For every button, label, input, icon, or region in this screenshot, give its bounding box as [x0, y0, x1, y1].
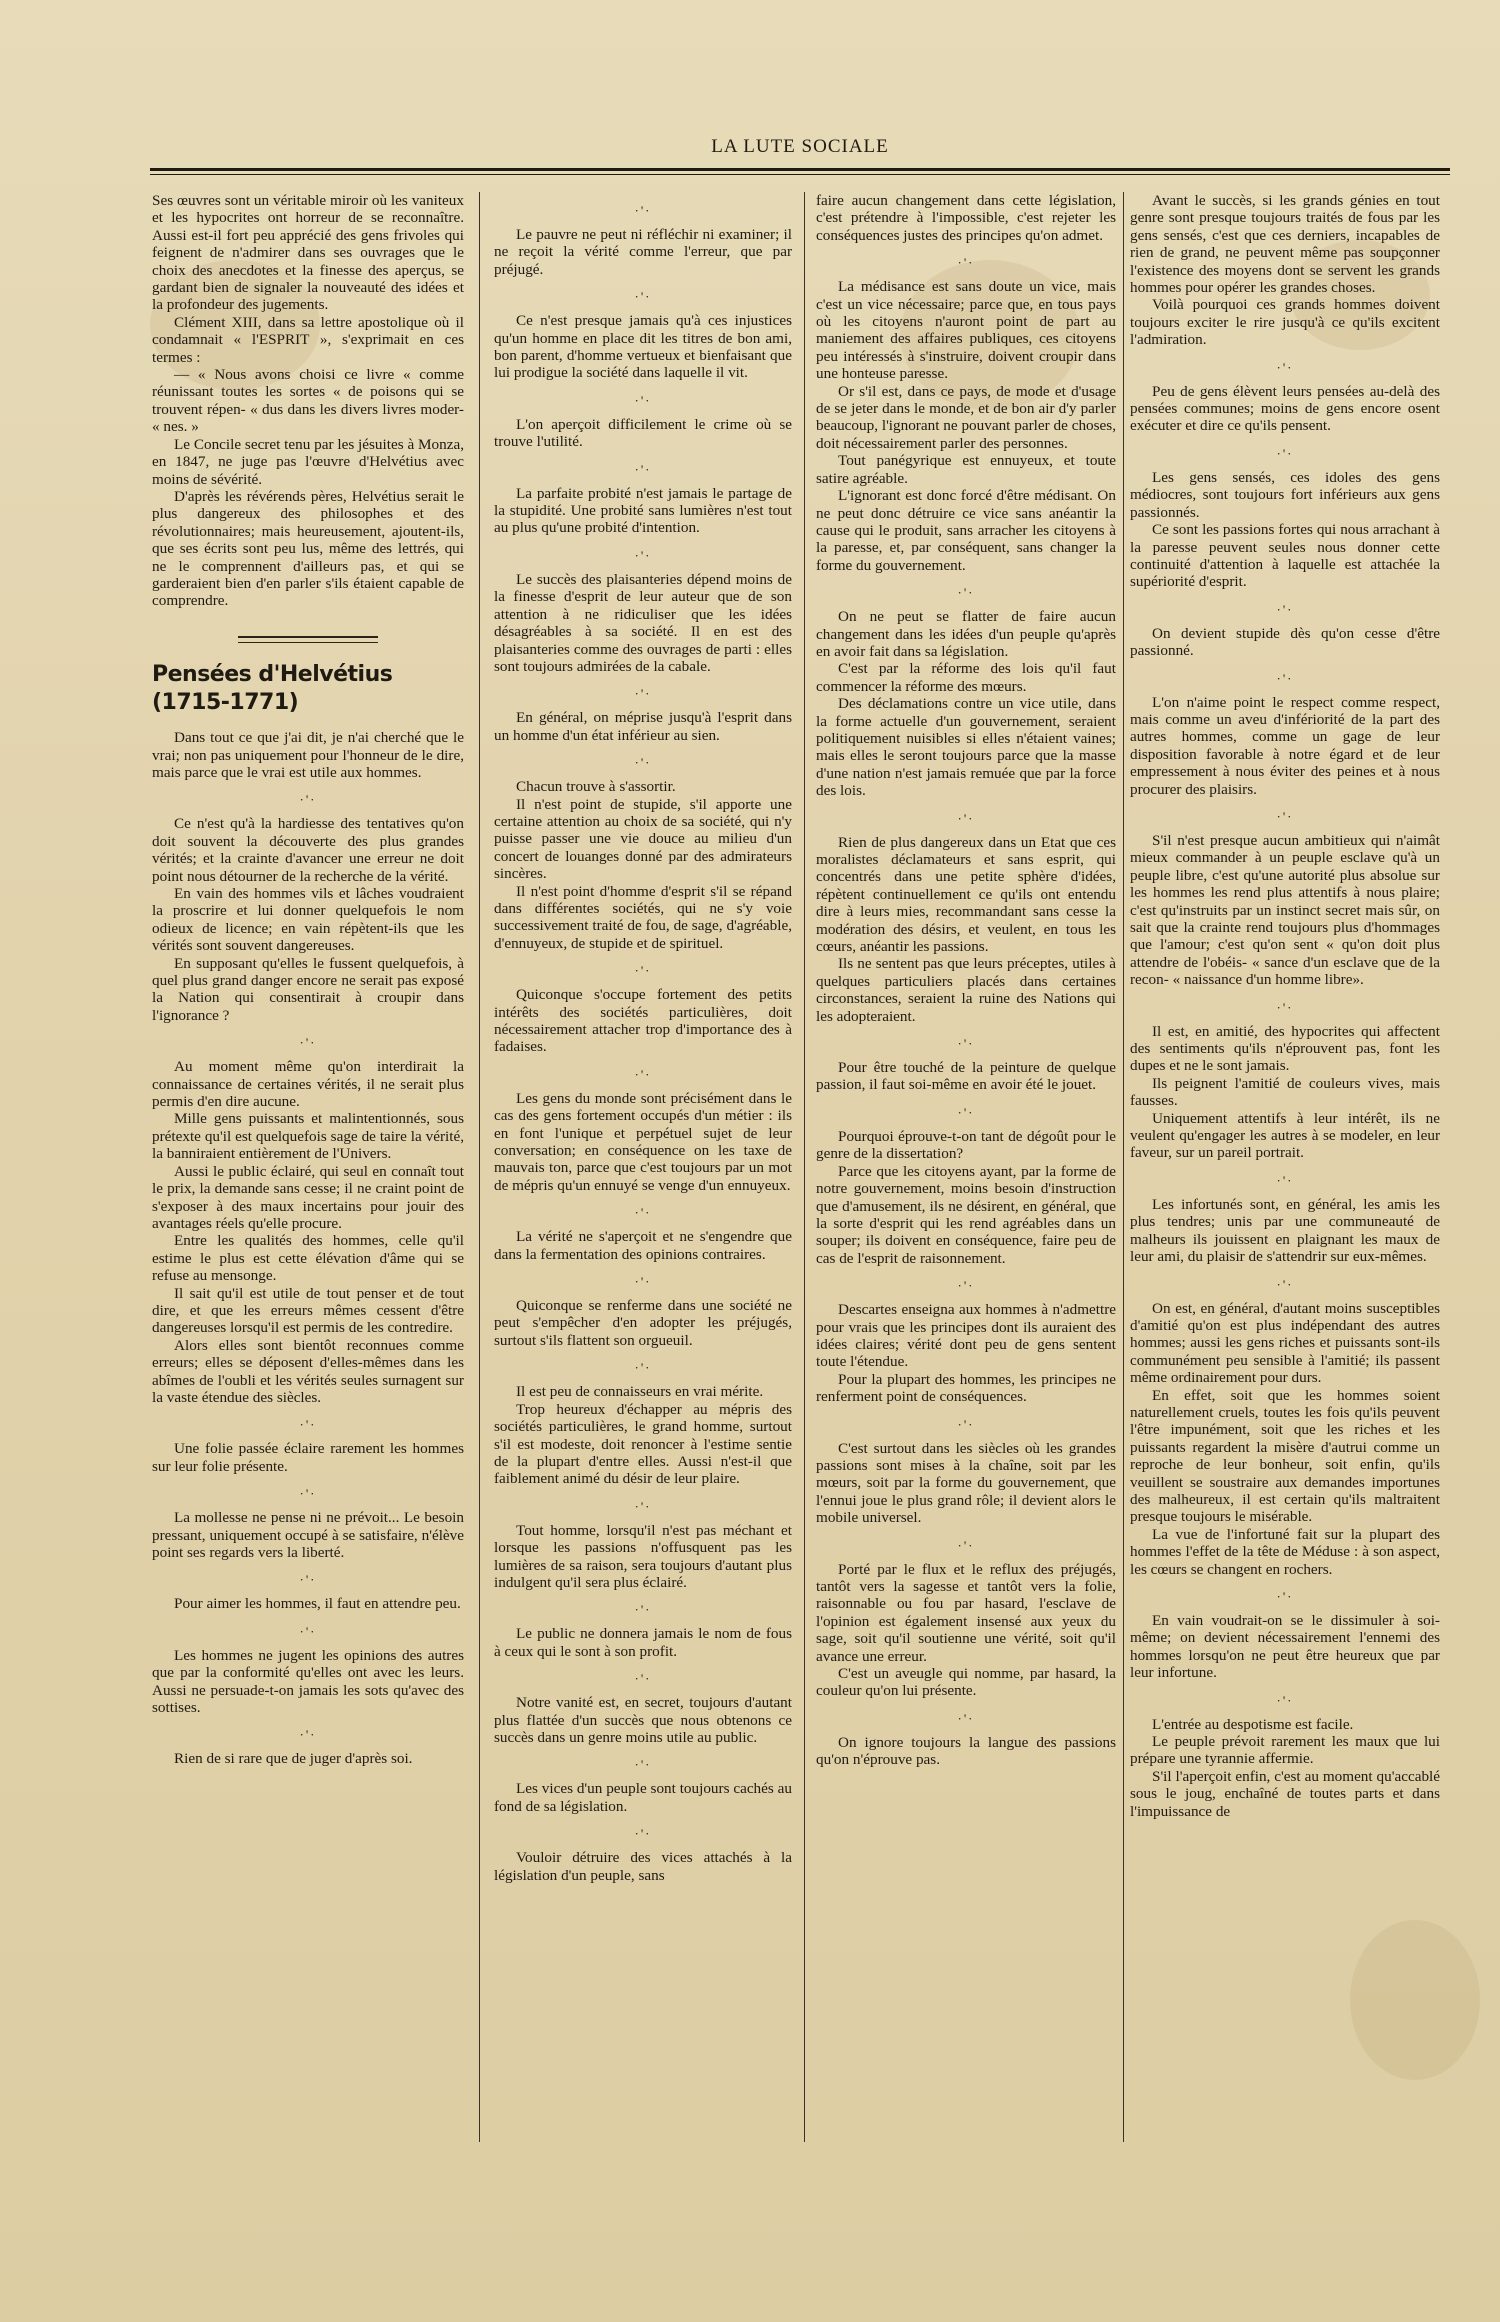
- paragraph: S'il l'aperçoit enfin, c'est au moment qu'accablé sous le joug, enchaîné de toutes parts et dans l'impuissance de: [1130, 1767, 1440, 1820]
- paragraph: On devient stupide dès qu'on cesse d'être passionné.: [1130, 624, 1440, 660]
- asterism-separator: ·'·: [1276, 1172, 1294, 1188]
- paragraph: Le peuple prévoit rarement les maux que lui prépare une tyrannie affermie.: [1130, 1733, 1440, 1768]
- asterism-separator: ·'·: [299, 792, 317, 808]
- paragraph: L'on n'aime point le respect comme respect, mais comme un aveu d'infériorité de la part des autres hommes, comme un gage de leur disposition favorable à notre égard et de leur empressement à nous éviter des peines et à nous procurer des plaisirs.: [1130, 693, 1440, 798]
- asterism-separator: ·'·: [957, 1104, 975, 1120]
- paragraph: Aussi le public éclairé, qui seul en connaît tout le prix, la demande sans cesse; il ne craint point de s'exposer à des maux incertains pour jouir des avantages réels qu'elle procure.: [152, 1162, 464, 1232]
- ornament-divider: [152, 630, 464, 647]
- asterism-separator: ·'·: [299, 1727, 317, 1743]
- asterism-separator: ·'·: [634, 1602, 652, 1618]
- paragraph: Rien de si rare que de juger d'après soi.: [174, 1750, 413, 1768]
- asterism-separator: ·'·: [957, 1537, 975, 1553]
- paragraph: En effet, soit que les hommes soient naturellement cruels, toutes les fois qu'ils peuvent l'être impunément, soit que les riches et les puissants regardent la misère d'autrui comme un reproche de leur bonheur, soit enfin, qu'ils veuillent se soustraire aux demandes importunes des malheureux, il est certain qu'ils maltraitent presque toujours le misérable.: [1130, 1386, 1440, 1526]
- paragraph: Clément XIII, dans sa lettre apostolique où il condamnait « l'ESPRIT », s'exprimait en ces termes :: [152, 313, 464, 366]
- paragraph: Les infortunés sont, en général, les amis les plus tendres; unis par une communeauté de malheurs ils jouissent en plaignant les maux de leur ami, du plaisir de s'attendrir sur eux-mêmes.: [1130, 1195, 1440, 1266]
- asterism-separator: ·'·: [1276, 1692, 1294, 1708]
- paragraph: C'est un aveugle qui nomme, par hasard, la couleur qu'on lui présente.: [816, 1665, 1116, 1700]
- paragraph: Tout homme, lorsqu'il n'est pas méchant et lorsque les passions n'offusquent pas les lumières de sa raison, sera toujours d'autant plus indulgent qu'il sera plus éclairé.: [494, 1521, 792, 1591]
- column-2: [494, 192, 792, 2282]
- header-rule: [150, 168, 1450, 171]
- asterism-separator: ·'·: [634, 392, 652, 408]
- asterism-separator: ·'·: [634, 1671, 652, 1687]
- paragraph: Les vices d'un peuple sont toujours cachés au fond de sa législation.: [494, 1780, 792, 1815]
- paragraph: En vain voudrait-on se le dissimuler à soi-même; on devient nécessairement l'ennemi des hommes lorsqu'on ne peut être heureux que par leur infortune.: [1130, 1612, 1440, 1682]
- paragraph: Le Concile secret tenu par les jésuites à Monza, en 1847, ne juge pas l'œuvre d'Helvétius avec moins de sévérité.: [152, 435, 464, 488]
- paragraph: Descartes enseigna aux hommes à n'admettre pour vrais que les principes dont ils auraient des idées claires; vérité dont peu de gens sentent toute l'étendue.: [816, 1301, 1116, 1371]
- header-rule-thin: [150, 174, 1450, 175]
- ornament-line: [238, 636, 378, 643]
- paragraph: Le public ne donnera jamais le nom de fous à ceux qui le sont à son profit.: [494, 1625, 792, 1660]
- paragraph: Tout panégyrique est ennuyeux, et toute satire agréable.: [816, 452, 1116, 487]
- asterism-separator: ·'·: [634, 289, 652, 305]
- paragraph: D'après les révérends pères, Helvétius serait le plus dangereux des philosophes et des révolutionnaires; mais heureusement, ajoutent-ils, que ses écrits sont peu lus, même des lettrés, qui ne le comprennent d'ailleurs pas, et qui se garderaient bien d'en parler s'ils étaient capable de comprendre.: [152, 487, 464, 610]
- paragraph: En vain des hommes vils et lâches voudraient la proscrire et lui donner quelquefois le nom odieux de licence; en vain répètent-ils que les vérités sont souvent dangereuses.: [152, 885, 464, 955]
- paragraph: Or s'il est, dans ce pays, de mode et d'usage de se jeter dans le monde, et de bon air d'y parler beaucoup, l'ignorant ne pouvant parler de choses, doit nécessairement parler des personnes.: [816, 382, 1116, 452]
- asterism-separator: ·'·: [957, 810, 975, 826]
- asterism-separator: ·'·: [957, 1036, 975, 1052]
- paragraph: Les hommes ne jugent les opinions des autres que par la conformité qu'elles ont avec les leurs. Aussi ne persuade-t-on jamais les sots qu'avec des sottises.: [152, 1646, 464, 1717]
- asterism-separator: ·'·: [299, 1035, 317, 1051]
- paragraph: La mollesse ne pense ni ne prévoit... Le besoin pressant, uniquement occupé à se satisfaire, n'élève point ses regards vers la liberté.: [152, 1509, 464, 1561]
- asterism-separator: ·'·: [957, 1278, 975, 1294]
- paragraph: Il n'est point d'homme d'esprit s'il se répand dans différentes sociétés, qui ne s'y voie successivement traité de fou, de sage, d'agréable, d'ennuyeux, de stupide et de spirituel.: [494, 882, 792, 952]
- asterism-separator: ·'·: [634, 1274, 652, 1290]
- asterism-separator: ·'·: [299, 1572, 317, 1588]
- paragraph: La vérité ne s'aperçoit et ne s'engendre que dans la fermentation des opinions contraires.: [494, 1228, 792, 1263]
- paragraph: Pour être touché de la peinture de quelque passion, il faut soi-même en avoir été le jouet.: [816, 1059, 1116, 1094]
- asterism-separator: ·'·: [634, 1066, 652, 1082]
- paragraph: Mille gens puissants et malintentionnés, sous prétexte qu'il est quelquefois sage de taire la vérité, la banniraient entièrement de l'Univers.: [152, 1110, 464, 1163]
- paragraph: Vouloir détruire des vices attachés à la législation d'un peuple, sans: [494, 1849, 792, 1884]
- paragraph: Ses œuvres sont un véritable miroir où les vaniteux et les hypocrites ont horreur de se reconnaître. Aussi est-il fort peu apprécié des gens frivoles qui feignent de n'admirer dans ses ouvrages que le choix des anecdotes et la finesse des aperçus, se gardant bien de signaler la nouveauté des idées et la profondeur des jugements.: [152, 192, 464, 314]
- paragraph: La vue de l'infortuné fait sur la plupart des hommes l'effet de la tête de Méduse : à son aspect, les cœurs se changent en rochers.: [1130, 1525, 1440, 1578]
- paragraph: Ce sont les passions fortes qui nous arrachant à la paresse peuvent seules nous donner cette continuité d'attention à laquelle est attachée la supériorité d'esprit.: [1130, 521, 1440, 591]
- column-divider: [479, 192, 480, 2142]
- paragraph: Avant le succès, si les grands génies en tout genre sont presque toujours traités de fous par les gens sensés, c'est que ces derniers, incapables de rien de grand, ne peuvent même pas soupçonner l'existence des moyens dont se servent les grands hommes pour opérer les grandes choses.: [1130, 192, 1440, 297]
- paragraph: Porté par le flux et le reflux des préjugés, tantôt vers la sagesse et tantôt vers la folie, raisonnable ou fou par hasard, l'esclave de l'opinion est également insensé aux yeux du sage, soit qu'il soutienne une vérité, soit qu'il avance une erreur.: [816, 1560, 1116, 1665]
- paragraph: Quiconque s'occupe fortement des petits intérêts des sociétés particulières, doit nécessairement attacher trop d'importance des à fadaises.: [494, 986, 792, 1056]
- asterism-separator: ·'·: [634, 686, 652, 702]
- paragraph: Alors elles sont bientôt reconnues comme erreurs; elles se déposent d'elles-mêmes dans les abîmes de l'oubli et les vérités seules surnagent sur la vaste étendue des siècles.: [152, 1336, 464, 1406]
- paragraph: Uniquement attentifs à leur intérêt, ils ne veulent qu'engager les autres à se modeler, en leur faveur, sur un pareil portrait.: [1130, 1109, 1440, 1162]
- paragraph: La médisance est sans doute un vice, mais c'est un vice nécessaire; parce que, en tous pays où les citoyens n'auront point de part au maniement des affaires publiques, ces citoyens peu intéressés à s'instruire, doivent croupir dans une honteuse paresse.: [816, 278, 1116, 383]
- paragraph: On est, en général, d'autant moins susceptibles d'amitié qu'on est plus indépendant des autres hommes; aussi les gens riches et puissants sont-ils communément peu sensible à l'amitié; ils passent même ordinairement pour durs.: [1130, 1299, 1440, 1387]
- paragraph: Ils peignent l'amitié de couleurs vives, mais fausses.: [1130, 1074, 1440, 1110]
- asterism-separator: ·'·: [634, 1826, 652, 1842]
- paragraph: Notre vanité est, en secret, toujours d'autant plus flattée d'un succès que nous obtenons ce succès dans un genre moins utile au public.: [494, 1694, 792, 1746]
- asterism-separator: ·'·: [634, 1205, 652, 1221]
- asterism-separator: ·'·: [634, 755, 652, 771]
- paragraph: Rien de plus dangereux dans un Etat que ces moralistes déclamateurs et sans esprit, qui concentrés dans une petite sphère d'idées, répètent continuellement ce qu'ils ont entendu dire à leurs mies, recommandant sans cesse la modération des désirs, et veulent, en tous les cœurs, anéantir les passions.: [816, 833, 1116, 956]
- asterism-separator: ·'·: [634, 1360, 652, 1376]
- asterism-separator: ·'·: [1276, 670, 1294, 686]
- paragraph: Il est, en amitié, des hypocrites qui affectent des sentiments qu'ils n'éprouvent pas, font les dupes et ne le sont jamais.: [1130, 1022, 1440, 1075]
- paragraph: En supposant qu'elles le fussent quelquefois, à quel plus grand danger encore ne serait pas exposé la Nation qui consentirait à croupir dans l'ignorance ?: [152, 954, 464, 1024]
- paragraph: C'est surtout dans les siècles où les grandes passions sont mises à la chaîne, soit par les mœurs, soit par la forme du gouvernement, que l'ennui joue le plus grand rôle; il devient alors le mobile universel.: [816, 1439, 1116, 1527]
- asterism-separator: ·'·: [634, 1498, 652, 1514]
- paragraph: Trop heureux d'échapper au mépris des sociétés particulières, le grand homme, surtout s'il est modeste, doit renoncer à l'estime sentie de la plupart d'entre elles. Aussi n'est-il que faiblement animé du désir de leur plaire.: [494, 1400, 792, 1488]
- paragraph: Il n'est point de stupide, s'il apporte une certaine attention au choix de sa société, qui n'y puisse passer une vie douce au milieu d'un concert de louanges donné par des admirateurs sincères.: [494, 795, 792, 883]
- column-divider: [804, 192, 805, 2142]
- paragraph: S'il n'est presque aucun ambitieux qui n'aimât mieux commander à un peuple esclave qu'à un peuple libre, c'est qu'une autorité plus absolue sur les hommes les rend plus attentifs à nous plaire; c'est qu'instruits par un instinct secret mais sûr, on sait que la crainte rend toujours plus d'hommages que l'amour; c'est qu'on sent « qu'on doit plus attendre de l'obéis- « sance d'un esclave que de la recon- « naissance d'un homme libre».: [1130, 831, 1440, 989]
- asterism-separator: ·'·: [634, 203, 652, 218]
- paragraph: On ne peut se flatter de faire aucun changement dans les idées d'un peuple qu'après en avoir fait dans sa législation.: [816, 608, 1116, 660]
- asterism-separator: ·'·: [1276, 1589, 1294, 1604]
- paragraph: Ils ne sentent pas que leurs préceptes, utiles à quelques particuliers placés dans certaines circonstances, seraient la ruine des Nations qui les adopteraient.: [816, 955, 1116, 1025]
- paragraph: Pour aimer les hommes, il faut en attendre peu.: [174, 1595, 461, 1613]
- asterism-separator: ·'·: [634, 547, 652, 563]
- paragraph: Les gens du monde sont précisément dans le cas des gens fortement occupés d'un métier : ils en font l'unique et perpétuel sujet de leur conversation; en conséquence on les taxe de mauvais ton, parce que c'est toujours par un mot de mépris qu'un ennuyé se venge d'un ennuyeux.: [494, 1089, 792, 1194]
- paragraph: Dans tout ce que j'ai dit, je n'ai cherché que le vrai; non pas uniquement pour l'honneur de le dire, mais parce que le vrai est utile aux hommes.: [152, 729, 464, 781]
- paragraph: On ignore toujours la langue des passions qu'on n'éprouve pas.: [816, 1733, 1116, 1769]
- asterism-separator: ·'·: [299, 1417, 317, 1433]
- asterism-separator: ·'·: [957, 1710, 975, 1726]
- paragraph: — « Nous avons choisi ce livre « comme réunissant toutes les sortes « de poisons qui se trouvent répen- « dus dans les divers livres moder- « nes. »: [152, 366, 464, 436]
- column-4: [1130, 192, 1440, 2282]
- paragraph: La parfaite probité n'est jamais le partage de la stupidité. Une probité sans lumières n'est tout au plus qu'une probité d'intention.: [494, 484, 792, 537]
- asterism-separator: ·'·: [957, 255, 975, 271]
- paragraph: Quiconque se renferme dans une société ne peut s'empêcher d'en adopter les préjugés, surtout s'ils flattent son orgueuil.: [494, 1297, 792, 1349]
- asterism-separator: ·'·: [1276, 445, 1294, 461]
- paragraph: Pour la plupart des hommes, les principes ne renferment point de conséquences.: [816, 1370, 1116, 1406]
- asterism-separator: ·'·: [634, 963, 652, 979]
- paragraph: L'entrée au despotisme est facile.: [1152, 1715, 1354, 1733]
- paragraph: Il sait qu'il est utile de tout penser et de tout dire, et que les erreurs mêmes cessent d'être dangereuses lorsqu'il est permis de les contredire.: [152, 1284, 464, 1337]
- paragraph: Ce n'est presque jamais qu'à ces injustices qu'un homme en place dit les titres de bon ami, bon parent, d'homme vertueux et bienfaisant que lui prodigue la société dans laquelle il vit.: [494, 312, 792, 382]
- paragraph: Parce que les citoyens ayant, par la forme de notre gouvernement, moins besoin d'instruction que d'amusement, ils ne désirent, en général, que la sorte d'esprit qui les rend agréables dans un souper; ils doivent en conséquence, faire peu de cas de l'esprit de raisonnement.: [816, 1162, 1116, 1267]
- paragraph: faire aucun changement dans cette législation, c'est prétendre à l'impossible, c'est rejeter les conséquences justes des principes qu'on admet.: [816, 192, 1116, 244]
- asterism-separator: ·'·: [957, 585, 975, 601]
- asterism-separator: ·'·: [1276, 808, 1294, 824]
- masthead-title: LA LUTE SOCIALE: [711, 136, 889, 157]
- paragraph: C'est par la réforme des lois qu'il faut commencer la réforme des mœurs.: [816, 660, 1116, 695]
- paragraph: Peu de gens élèvent leurs pensées au-delà des pensées communes; moins de gens encore osent exécuter et dire ce qu'ils pensent.: [1130, 382, 1440, 435]
- asterism-separator: ·'·: [1276, 601, 1294, 617]
- asterism-separator: ·'·: [957, 1416, 975, 1432]
- column-3: [816, 192, 1116, 2282]
- paragraph: Voilà pourquoi ces grands hommes doivent toujours exciter le rire jusqu'à ce qu'ils excitent l'admiration.: [1130, 296, 1440, 349]
- paragraph: Au moment même qu'on interdirait la connaissance de certaines vérités, il ne serait plus permis d'en dire aucune.: [152, 1058, 464, 1111]
- paragraph: Il est peu de connaisseurs en vrai mérite.: [516, 1383, 764, 1401]
- paragraph: Le succès des plaisanteries dépend moins de la finesse d'esprit de leur auteur que de son attention à ne ridiculiser que les idées désagréables à sa société. Il en est des plaisanteries comme des ouvrages de parti : elles sont toujours admirées de la cabale.: [494, 570, 792, 675]
- paragraph: Les gens sensés, ces idoles des gens médiocres, sont toujours fort inférieurs aux gens passionnés.: [1130, 468, 1440, 521]
- paragraph: Une folie passée éclaire rarement les hommes sur leur folie présente.: [152, 1440, 464, 1475]
- paragraph: Entre les qualités des hommes, celle qu'il estime le plus est cette élévation d'âme qui se refuse au mensonge.: [152, 1232, 464, 1285]
- column-1: [152, 192, 464, 2282]
- asterism-separator: ·'·: [1276, 999, 1294, 1015]
- asterism-separator: ·'·: [299, 1623, 317, 1639]
- asterism-separator: ·'·: [1276, 359, 1294, 375]
- paragraph: L'ignorant est donc forcé d'être médisant. On ne peut donc détruire ce vice sans anéantir la cause qui le produit, sans arracher les citoyens à la paresse, et, par conséquent, sans changer la forme du gouvernement.: [816, 487, 1116, 574]
- paragraph: Le pauvre ne peut ni réfléchir ni examiner; il ne reçoit la vérité comme l'erreur, que par préjugé.: [494, 226, 792, 278]
- paragraph: Pourquoi éprouve-t-on tant de dégoût pour le genre de la dissertation?: [816, 1127, 1116, 1163]
- paragraph: Ce n'est qu'à la hardiesse des tentatives qu'on doit souvent la découverte des plus grandes vérités; et la crainte d'avancer une erreur ne doit point nous détourner de la recherche de la vérité.: [152, 815, 464, 885]
- asterism-separator: ·'·: [1276, 1276, 1294, 1292]
- asterism-separator: ·'·: [634, 1757, 652, 1773]
- asterism-separator: ·'·: [299, 1486, 317, 1502]
- section-title: Pensées d'Helvétius (1715-1771): [152, 662, 393, 716]
- paragraph: Des déclamations contre un vice utile, dans la forme actuelle d'un gouvernement, seraient politiquement nuisibles si elles n'étaient vaines; mais elles le seront toujours parce que la masse d'une nation n'est jamais remuée que par la force des lois.: [816, 695, 1116, 800]
- column-divider: [1123, 192, 1124, 2142]
- paragraph: L'on aperçoit difficilement le crime où se trouve l'utilité.: [494, 415, 792, 451]
- paragraph: Chacun trouve à s'assortir.: [516, 778, 676, 796]
- paragraph: En général, on méprise jusqu'à l'esprit dans un homme d'un état inférieur au sien.: [494, 709, 792, 744]
- asterism-separator: ·'·: [634, 461, 652, 477]
